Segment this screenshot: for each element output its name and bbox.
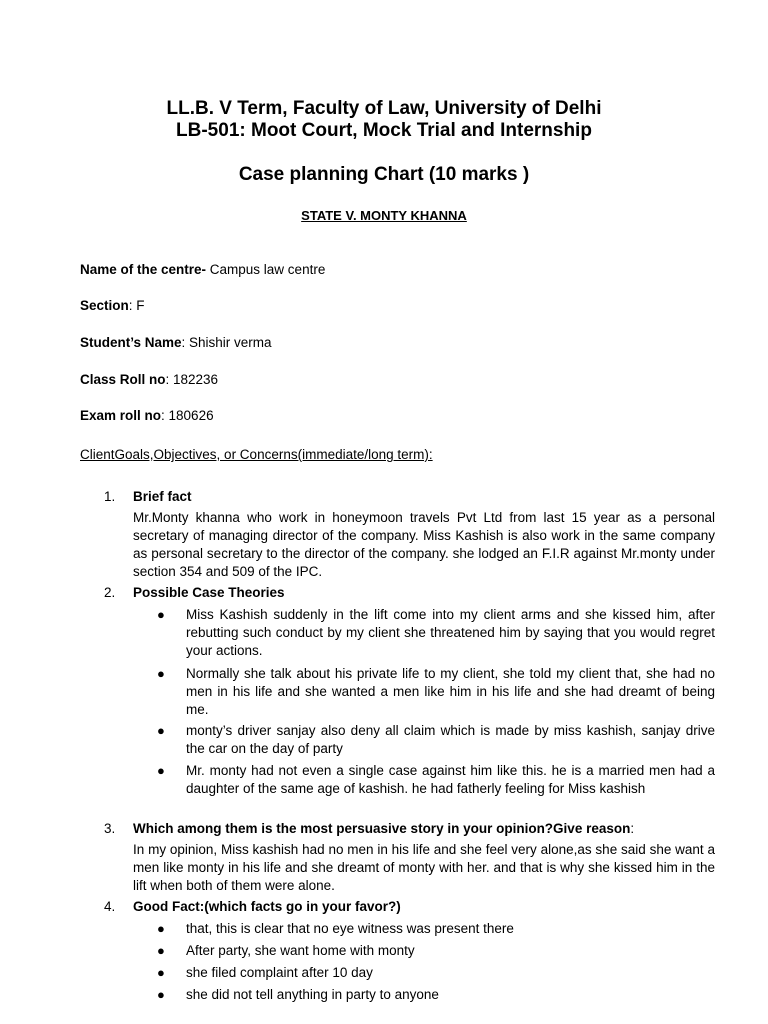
field-value: Campus law centre (206, 262, 326, 277)
question-text: Which among them is the most persuasive story in your opinion?Give reason (133, 821, 631, 836)
field-student-name (80, 334, 272, 352)
field-class-roll (80, 371, 218, 389)
list-item: she filed complaint after 10 day (186, 965, 373, 980)
field-label: Student’s Name (80, 335, 182, 350)
field-label: Name of the centre- (80, 262, 207, 277)
question-colon: : (630, 821, 635, 836)
bullet-icon: ● (157, 763, 165, 778)
course-title: LB-501: Moot Court, Mock Trial and Internship (176, 120, 592, 141)
field-value: : 182236 (165, 372, 219, 387)
bullet-icon: ● (157, 987, 165, 1002)
field-value: : 180626 (161, 408, 214, 423)
persuasive-story-paragraph: In my opinion, Miss kashish had no men in his life and she feel very alone,as she said she want a men like monty in his life and she dreamt of monty with her. and that is why she kissed him in the lift when both of them were alone. (133, 842, 715, 893)
section-title-good-fact: Good Fact:(which facts go in your favor?) (133, 899, 401, 914)
field-centre (80, 261, 325, 279)
list-item: Mr. monty had not even a single case against him like this. he is a married men had a daughter of the same age of kashish. he had fatherly feeling for Miss kashish (186, 763, 715, 796)
list-item: that, this is clear that no eye witness was present there (186, 921, 514, 936)
chart-title: Case planning Chart (10 marks ) (238, 164, 530, 185)
field-label: Class Roll no (80, 372, 166, 387)
bullet-icon: ● (157, 943, 165, 958)
section-number: 1. (104, 489, 116, 504)
section-title-brief-fact: Brief fact (133, 489, 192, 504)
field-label: Exam roll no (80, 408, 162, 423)
field-label: Section (80, 298, 129, 313)
field-value: : Shishir verma (181, 335, 272, 350)
section-number: 4. (104, 899, 116, 914)
document-title: LL.B. V Term, Faculty of Law, University of Delhi (166, 98, 602, 119)
bullet-icon: ● (157, 921, 165, 936)
bullet-icon: ● (157, 607, 165, 622)
list-item: she did not tell anything in party to anyone (186, 987, 439, 1002)
bullet-icon: ● (157, 666, 165, 681)
section-title-case-theories: Possible Case Theories (133, 585, 285, 600)
field-value: : F (128, 298, 145, 313)
brief-fact-paragraph: Mr.Monty khanna who work in honeymoon travels Pvt Ltd from last 15 year as a personal secretary of managing director of the company. Miss Kashish is also work in the same company as personal secretary to the director of the company. she lodged an F.I.R against Mr.monty under section 354 and 509 of the IPC. (133, 510, 715, 579)
goals-heading: ClientGoals,Objectives, or Concerns(immediate/long term): (80, 447, 433, 462)
list-item: Miss Kashish suddenly in the lift come into my client arms and she kissed him, after rebutting such conduct by my client she threatened him by saying that you would regret your actions. (186, 607, 715, 658)
field-exam-roll (80, 407, 214, 425)
list-item: Normally she talk about his private life to my client, she told my client that, she had no men in his life and she wanted a men like him in his life and she had dreamt of being me. (186, 666, 715, 717)
field-section (80, 297, 145, 315)
section-title-persuasive-story (133, 820, 634, 838)
list-item: monty’s driver sanjay also deny all claim which is made by miss kashish, sanjay drive the car on the day of party (186, 723, 715, 756)
section-number: 2. (104, 585, 116, 600)
bullet-icon: ● (157, 723, 165, 738)
case-title: STATE V. MONTY KHANNA (301, 208, 467, 223)
bullet-icon: ● (157, 965, 165, 980)
section-number: 3. (104, 821, 116, 836)
list-item: After party, she want home with monty (186, 943, 415, 958)
